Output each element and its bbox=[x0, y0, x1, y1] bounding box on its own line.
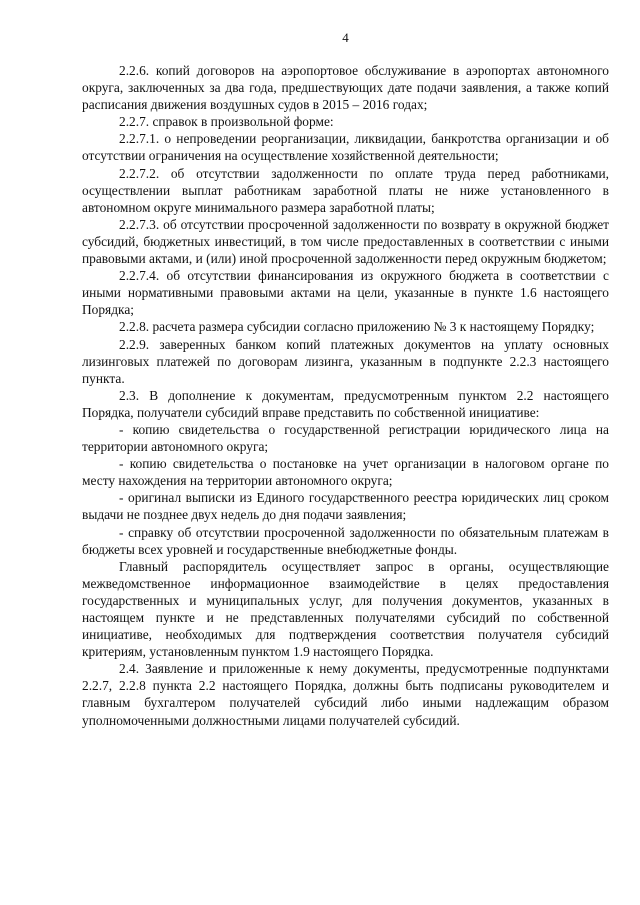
paragraph-2-2-7: 2.2.7. справок в произвольной форме: bbox=[119, 114, 334, 130]
list-item-debt-certificate: - справку об отсутствии просроченной задолженности по обязательным платежам в бюджеты всех уровней и государственные внебюджетные фонды. bbox=[82, 524, 609, 557]
paragraph-2-2-7-3: 2.2.7.3. об отсутствии просроченной задолженности по возврату в окружной бюджет субсидий, бюджетных инвестиций, в том числе предоставленных в соответствии с иными правовыми актами, и (или) иной просроченной задолженности перед окружным бюджетом; bbox=[82, 216, 609, 267]
document-page bbox=[82, 30, 609, 729]
paragraph-2-4: 2.4. Заявление и приложенные к нему документы, предусмотренные подпунктами 2.2.7, 2.2.8 пункта 2.2 настоящего Порядка, должны быть подписаны руководителем и главным бухгалтером получателей субсидий либо иными надлежащим образом уполномоченными должностными лицами получателей субсидий. bbox=[82, 661, 609, 728]
page-number: 4 bbox=[342, 30, 349, 45]
paragraph-2-2-6: 2.2.6. копий договоров на аэропортовое обслуживание в аэропортах автономного округа, заключенных за два года, предшествующих дате подачи заявления, а также копий расписания движения воздушных судов в 2015 – 2016 годах; bbox=[82, 63, 609, 113]
list-item-registry-extract: - оригинал выписки из Единого государственного реестра юридических лиц сроком выдачи не позднее двух недель до дня подачи заявления; bbox=[82, 490, 609, 523]
paragraph-main-administrator: Главный распорядитель осуществляет запрос в органы, осуществляющие межведомственное информационное взаимодействие в целях предоставления государственных и муниципальных услуг, для получения документов, указанных в настоящем пункте и не представленных получателями субсидий по собственной инициативе, необходимых для подтверждения соответствия получателя субсидий критериям, установленным пунктом 1.9 настоящего Порядка. bbox=[82, 558, 609, 660]
list-item-registration-certificate: - копию свидетельства о государственной регистрации юридического лица на территории автономного округа; bbox=[82, 421, 609, 455]
list-item-tax-certificate: - копию свидетельства о постановке на учет организации в налоговом органе по месту нахождения на территории автономного округа; bbox=[82, 456, 609, 489]
paragraph-2-2-7-2: 2.2.7.2. об отсутствии задолженности по оплате труда перед работниками, осуществлении выплат работникам заработной платы не ниже установленного в автономном округе минимального размера заработной платы; bbox=[82, 165, 609, 215]
paragraph-2-2-7-4: 2.2.7.4. об отсутствии финансирования из окружного бюджета в соответствии с иными нормативными правовыми актами на цели, указанные в пункте 1.6 настоящего Порядка; bbox=[82, 268, 609, 318]
paragraph-2-2-9: 2.2.9. заверенных банком копий платежных документов на уплату основных лизинговых платежей по договорам лизинга, указанным в подпункте 2.2.3 настоящего пункта. bbox=[82, 336, 609, 386]
paragraph-2-2-7-1: 2.2.7.1. о непроведении реорганизации, ликвидации, банкротства организации и об отсутствии ограничения на осуществление хозяйственной деятельности; bbox=[82, 131, 609, 164]
paragraph-2-2-8: 2.2.8. расчета размера субсидии согласно приложению № 3 к настоящему Порядку; bbox=[119, 319, 595, 335]
paragraph-2-3: 2.3. В дополнение к документам, предусмотренным пунктом 2.2 настоящего Порядка, получатели субсидий вправе представить по собственной инициативе: bbox=[82, 387, 609, 420]
